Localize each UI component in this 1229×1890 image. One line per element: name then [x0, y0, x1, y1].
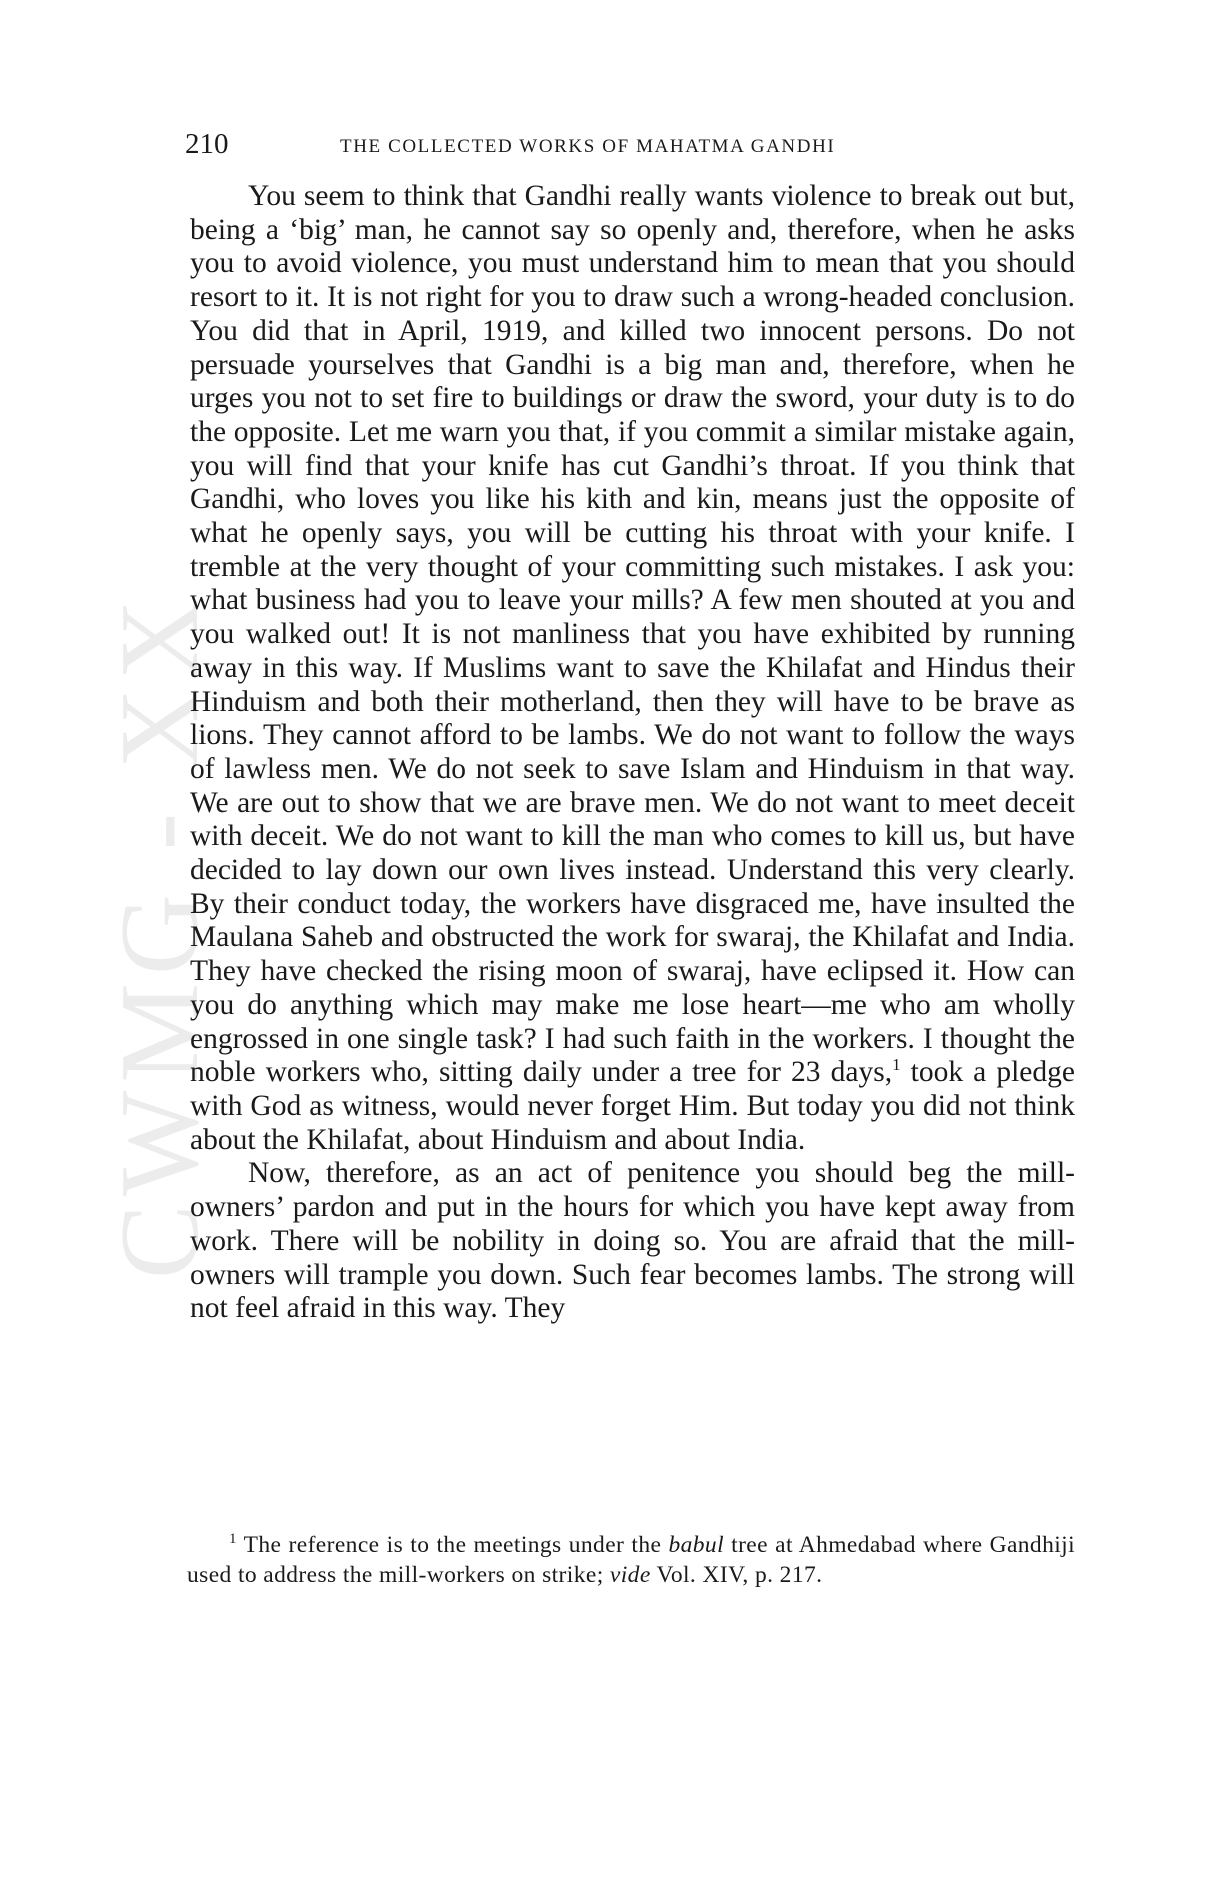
footnote-reference: 1 — [892, 1055, 901, 1075]
footnote-paragraph — [187, 1530, 1075, 1590]
body-text — [190, 180, 1075, 1326]
watermark: CWMG - XX — [98, 591, 222, 1279]
footnote-text-b: tree at Ahmedabad where Gandhiji used to address the mill-workers on strike; — [187, 1532, 1076, 1588]
footnote-text-a: The reference is to the meetings under the — [236, 1532, 669, 1558]
footnote-text-c: Vol. XIV, p. 217. — [650, 1562, 823, 1588]
paragraph-2-text: Now, therefore, as an act of penitence you should beg the mill-owners’ pardon and put in the hours for which you have kept away from work. There will be nobility in doing so. You are afraid that the mill-owners will trample you down. Such fear becomes lambs. The strong will not feel afraid in this way. They — [190, 1157, 1075, 1325]
running-title: THE COLLECTED WORKS OF MAHATMA GANDHI — [340, 136, 836, 157]
paragraph-1 — [190, 180, 1075, 1157]
footnote-marker: 1 — [229, 1531, 237, 1548]
footnote-italic-babul: babul — [668, 1532, 724, 1558]
paragraph-2 — [190, 1157, 1075, 1326]
page-header — [185, 128, 1075, 168]
paragraph-1-text-b: took a pledge with God as witness, would never forget Him. But today you did not think about the Khilafat, about Hinduism and about India. — [190, 1056, 1075, 1156]
footnote — [187, 1530, 1075, 1590]
page-number: 210 — [185, 128, 229, 160]
footnote-italic-vide: vide — [609, 1562, 651, 1588]
paragraph-1-text-a: You seem to think that Gandhi really wants violence to break out but, being a ‘big’ man, he cannot say so openly and, therefore, when he asks you to avoid violence, you must understand him to mean that you should resort to it. It is not right for you to draw such a wrong-headed conclusion. You did that in April, 1919, and killed two innocent persons. Do not persuade yourselves that Gandhi is a big man and, therefore, when he urges you not to set fire to buildings or draw the sword, your duty is to do the opposite. Let me warn you that, if you commit a similar mistake again, you will find that your knife has cut Gandhi’s throat. If you think that Gandhi, who loves you like his kith and kin, means just the opposite of what he openly says, you will be cutting his throat with your knife. I tremble at the very thought of your committing such mistakes. I ask you: what business had you to leave your mills? A few men shouted at you and you walked out! It is not manliness that you have exhibited by running away in this way. If Muslims want to save the Khilafat and Hindus their Hinduism and both their motherland, then they will have to be brave as lions. They cannot afford to be lambs. We do not want to follow the ways of lawless men. We do not seek to save Islam and Hinduism in that way. We are out to show that we are brave men. We do not want to meet deceit with deceit. We do not want to kill the man who comes to kill us, but have decided to lay down our own lives instead. Understand this very clearly. By their conduct today, the workers have disgraced me, have insulted the Maulana Saheb and obstructed the work for swaraj, the Khilafat and India. They have checked the rising moon of swaraj, have eclipsed it. How can you do anything which may make me lose heart—me who am wholly engrossed in one single task? I had such faith in the workers. I thought the noble workers who, sitting daily under a tree for 23 days, — [190, 180, 1075, 1089]
